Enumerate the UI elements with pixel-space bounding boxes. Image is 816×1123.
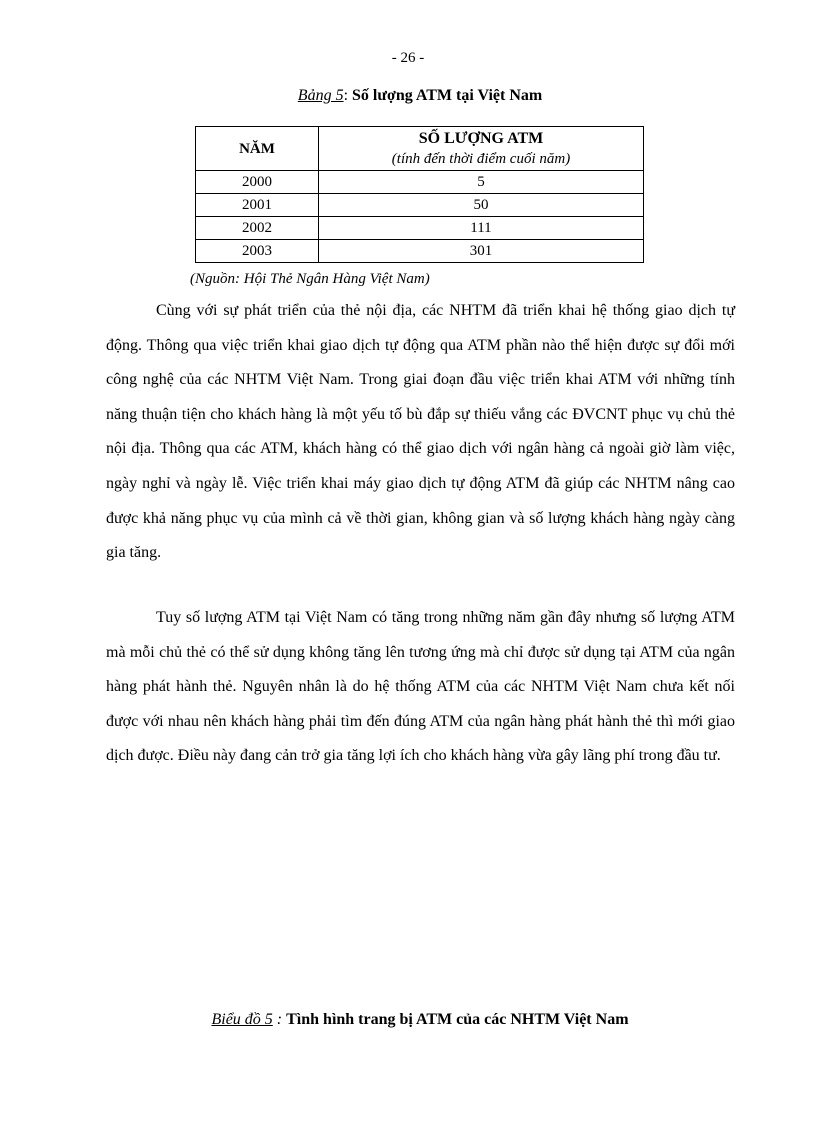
row-year: 2003	[196, 240, 319, 263]
body-paragraph-1: Cùng với sự phát triển của thẻ nội địa, các NHTM đã triển khai hệ thống giao dịch tự động. Thông qua việc triển khai giao dịch tự động qua ATM phần nào thể hiện được sự đổi mới công nghệ của các NHTM Việt Nam. Trong giai đoạn đầu việc triển khai ATM với những tính năng thuận tiện cho khách hàng là một yếu tố bù đắp sự thiếu vắng các ĐVCNT phục vụ chủ thẻ nội địa. Thông qua các ATM, khách hàng có thể giao dịch với ngân hàng cả ngoài giờ làm việc, ngày nghỉ và ngày lễ. Việc triển khai máy giao dịch tự động ATM đã giúp các NHTM nâng cao được khả năng phục vụ của mình cả về thời gian, không gian và số lượng khách hàng ngày càng gia tăng.	[106, 302, 735, 562]
chart-caption	[0, 1011, 816, 1029]
table-row	[196, 217, 644, 240]
body-paragraph-2: Tuy số lượng ATM tại Việt Nam có tăng trong những năm gần đây nhưng số lượng ATM mà mỗi chủ thẻ có thể sử dụng không tăng lên tương ứng mà chỉ được sử dụng tại ATM của ngân hàng phát hành thẻ. Nguyên nhân là do hệ thống ATM của các NHTM Việt Nam chưa kết nối được với nhau nên khách hàng phải tìm đến đúng ATM của ngân hàng phát hành thẻ thì mới giao dịch được. Điều này đang cản trở gia tăng lợi ích cho khách hàng vừa gây lãng phí trong đầu tư.	[106, 609, 735, 765]
chart-caption-label: Biểu đồ 5	[211, 1011, 273, 1028]
atm-count-table	[195, 126, 644, 263]
row-count: 111	[319, 217, 644, 240]
row-year: 2000	[196, 171, 319, 194]
row-year: 2002	[196, 217, 319, 240]
row-count: 5	[319, 171, 644, 194]
table-caption	[0, 87, 816, 105]
header-count	[319, 127, 644, 171]
table-row	[196, 171, 644, 194]
table-caption-title: Số lượng ATM tại Việt Nam	[352, 87, 543, 104]
table-caption-separator: :	[343, 87, 353, 104]
chart-caption-title: Tình hình trang bị ATM của các NHTM Việt Nam	[286, 1011, 629, 1028]
chart-caption-separator: :	[272, 1011, 287, 1028]
header-year: NĂM	[196, 127, 319, 171]
table-header-row	[196, 127, 644, 171]
page-number: - 26 -	[391, 50, 425, 66]
table-source: (Nguồn: Hội Thẻ Ngân Hàng Việt Nam)	[190, 271, 430, 287]
table-caption-label: Bảng 5	[297, 87, 344, 104]
table-row	[196, 194, 644, 217]
row-year: 2001	[196, 194, 319, 217]
table-row	[196, 240, 644, 263]
row-count: 50	[319, 194, 644, 217]
header-count-note: (tính đến thời điểm cuối năm)	[391, 151, 571, 167]
row-count: 301	[319, 240, 644, 263]
header-count-title: SỐ LƯỢNG ATM	[418, 130, 544, 147]
